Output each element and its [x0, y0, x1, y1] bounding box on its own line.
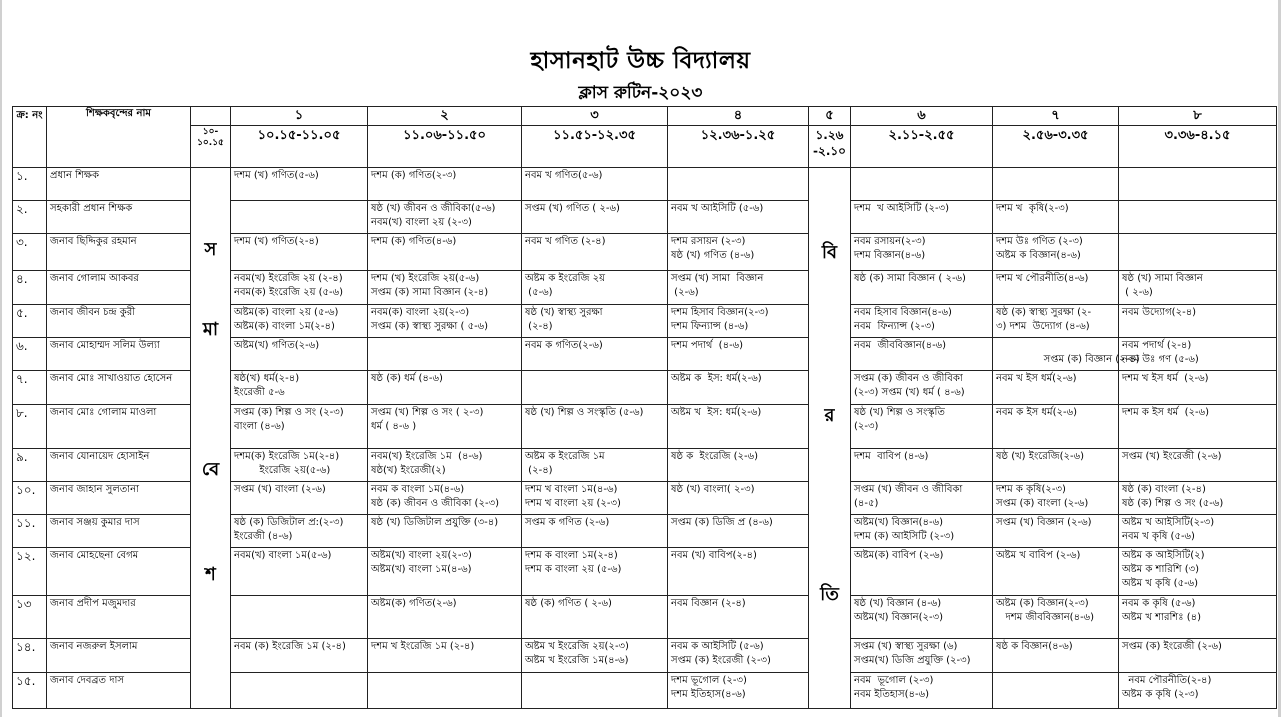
teacher-name: জনাব মোহছেনা বেগম [47, 548, 191, 596]
class-cell: সপ্তম (খ) জীবন ও জীবিকা (৪-৫) [851, 482, 993, 515]
class-cell: নবম খ আইসিটি (৫-৬) [668, 201, 809, 234]
class-cell: দশম খ আইসিটি (২-৩) [851, 201, 993, 234]
teacher-name: জনাব যোনায়েদ হোসাইন [47, 449, 191, 482]
class-cell: ষষ্ঠ (খ) স্বাস্থ্য সুরক্ষা (২-৪) [522, 305, 668, 338]
teacher-name: জনাব ছিদ্দিকুর রহমান [47, 234, 191, 271]
class-cell: অষ্টম (ক) বিজ্ঞান(২-৩) দশম জীববিজ্ঞান(৪-৬) [993, 596, 1119, 639]
period-number: ১ [231, 107, 368, 126]
routine-subtitle: ক্লাস রুটিন-২০২৩ [578, 83, 703, 103]
teacher-name: সহকারী প্রধান শিক্ষক [47, 201, 191, 234]
assembly-letter: স [204, 239, 217, 260]
serial-number: ১৩ [13, 596, 47, 639]
class-cell: নবম খ গণিত (২-৪) [522, 234, 668, 271]
class-cell: সপ্তম (খ) ইংরেজী (২-৬) [1119, 449, 1277, 482]
class-cell: দশম ক বাংলা ১ম(২-৪) দশম ক বাংলা ২য় (৫-৬) [522, 548, 668, 596]
class-cell: অষ্টম ক আইসিটি(২) অষ্টম ক শারিশি (৩) অষ্টম খ কৃষি (৫-৬) [1119, 548, 1277, 596]
class-cell: নবম (খ) বাবিপ(২-৪) [668, 548, 809, 596]
class-cell: নবম পৌরনীতি(২-৪) অষ্টম ক কৃষি (২-৩) [1119, 673, 1277, 709]
class-cell: দশম ভূগোল (২-৩) দশম ইতিহাস(৪-৬) [668, 673, 809, 709]
routine-table [12, 106, 1277, 709]
class-cell: সপ্তম (ক) জীবন ও জীবিকা (২-৩) সপ্তম (খ) ধর্ম ( ৪-৬) [851, 371, 993, 405]
class-cell: ষষ্ঠ (ক) গণিত ( ২-৬) [522, 596, 668, 639]
teacher-name: জনাব মোহাম্মদ সলিম উল্যা [47, 338, 191, 371]
class-cell: সপ্তম (খ) গণিত ( ২-৬) [522, 201, 668, 234]
class-cell: সপ্তম ক গণিত (২-৬) [522, 515, 668, 548]
period-number: ৬ [851, 107, 993, 126]
class-cell [993, 168, 1119, 201]
class-cell: ষষ্ঠ (ক) স্বাস্থ্য সুরক্ষা (২- ৩) দশম উদ্যোগ (৪-৬) [993, 305, 1119, 338]
class-cell: দশম(ক) ইংরেজি ১ম(২-৪) ইংরেজি ২য়(৫-৬) [231, 449, 368, 482]
class-cell: দশম খ ইস ধর্ম (২-৬) [1119, 371, 1277, 405]
class-cell: অষ্টম(খ) গণিত(২-৬) [231, 338, 368, 371]
class-cell: দশম (ক) গণিত(৪-৬) [368, 234, 522, 271]
class-cell: দশম বাবিপ (৪-৬) [851, 449, 993, 482]
class-cell [851, 168, 993, 201]
class-cell: সপ্তম (ক) ইংরেজী (২-৬) [1119, 639, 1277, 673]
class-cell: ষষ্ঠ(খ) ধর্ম(২-৪) ইংরেজী ৫-৬ [231, 371, 368, 405]
class-cell: নবম(ক) বাংলা ২য়(২-৩) সপ্তম (ক) স্বাস্থ্য সুরক্ষা ( ৫-৬) [368, 305, 522, 338]
class-cell: ষষ্ঠ ক বিজ্ঞান(৪-৬) [993, 639, 1119, 673]
period-time: ১০.১৫-১১.০৫ [231, 126, 368, 168]
class-cell: ষষ্ঠ (খ) বাংলা( ২-৩) [668, 482, 809, 515]
serial-number: ৯. [13, 449, 47, 482]
serial-number: ৪. [13, 271, 47, 305]
class-cell: দশম পদার্থ (৪-৬) [668, 338, 809, 371]
assembly-letter: বে [201, 459, 220, 480]
teacher-name: জনাব জীবন চন্দ্র কুরী [47, 305, 191, 338]
period-time: ১১.০৬-১১.৫০ [368, 126, 522, 168]
class-cell: নবম(খ) ইংরেজি ১ম (৪-৬) ষষ্ঠ(খ) ইংরেজী(২) [368, 449, 522, 482]
class-cell: দশম (ক) গণিত(২-৩) [368, 168, 522, 201]
period-time: ২.৫৬-৩.৩৫ [993, 126, 1119, 168]
class-cell: ষষ্ঠ (ক) বাংলা (২-৪) ষষ্ঠ (ক) শিল্প ও সং (৫-৬) [1119, 482, 1277, 515]
class-cell: অষ্টম ক ইস: ধর্ম(২-৬) [668, 371, 809, 405]
period-number-row [13, 107, 1277, 126]
teacher-name: জনাব গোলাম আকবর [47, 271, 191, 305]
period-number: ৭ [993, 107, 1119, 126]
assembly-time: ১০- ১০.১৫ [191, 126, 231, 168]
class-cell: ষষ্ঠ (ক) সামা বিজ্ঞান ( ২-৬) [851, 271, 993, 305]
class-cell: অষ্টম(খ) বিজ্ঞান(৪-৬) দশম (ক) আইসিটি (২-৩) [851, 515, 993, 548]
serial-number: ১০. [13, 482, 47, 515]
class-cell: নবম রসায়ন(২-৩) দশম বিজ্ঞান(৪-৬) [851, 234, 993, 271]
class-cell [993, 673, 1119, 709]
period-time: ১১.৫১-১২.৩৫ [522, 126, 668, 168]
teacher-name: প্রধান শিক্ষক [47, 168, 191, 201]
class-cell: দশম ক কৃষি(২-৩) সপ্তম (ক) বাংলা (২-৬) [993, 482, 1119, 515]
class-cell: সপ্তম (খ) শিল্প ও সং ( ২-৩) ধর্ম ( ৪-৬ ) [368, 405, 522, 449]
class-cell: সপ্তম (ক) ডিজি প্র (৪-৬) [668, 515, 809, 548]
class-cell: সপ্তম (খ) বিজ্ঞান (২-৬) [993, 515, 1119, 548]
period-number: ৩ [522, 107, 668, 126]
class-cell: দশম ক ইস ধর্ম (২-৬) [1119, 405, 1277, 449]
teacher-name: জনাব মোঃ গোলাম মাওলা [47, 405, 191, 449]
teacher-name: জনাব মোঃ সাখাওয়াত হোসেন [47, 371, 191, 405]
class-cell: নবম ক কৃষি (৫-৬) অষ্টম খ শারশিঃ (৪) [1119, 596, 1277, 639]
period-number: ৮ [1119, 107, 1277, 126]
teacher-name: জনাব দেবব্রত দাস [47, 673, 191, 709]
class-cell: অষ্টম(ক) গণিত(২-৬) [368, 596, 522, 639]
teacher-name: জনাব নজরুল ইসলাম [47, 639, 191, 673]
class-cell: ষষ্ঠ (খ) শিল্প ও সংস্কৃতি (২-৩) [851, 405, 993, 449]
class-cell: সপ্তম (ক) বিজ্ঞান (২-৪) [993, 338, 1119, 371]
class-cell: নবম ভূগোল (২-৩) নবম ইতিহাস(৪-৬) [851, 673, 993, 709]
class-cell: নবম উদ্যোগ(২-৪) [1119, 305, 1277, 338]
class-cell [231, 596, 368, 639]
class-cell [231, 673, 368, 709]
period-time: ১২.৩৬-১.২৫ [668, 126, 809, 168]
class-cell: ষষ্ঠ (খ) বিজ্ঞান (৪-৬) অষ্টম(খ) বিজ্ঞান(২-৩) [851, 596, 993, 639]
class-cell: নবম হিসাব বিজ্ঞান(৪-৬) নবম ফিন্যান্স (২-৩) [851, 305, 993, 338]
serial-number: ২. [13, 201, 47, 234]
recess-time: ১.২৬ -২.১০ [809, 126, 851, 168]
class-cell: নবম ক আইসিটি (৫-৬) সপ্তম (ক) ইংরেজী (২-৩) [668, 639, 809, 673]
class-cell: ষষ্ঠ (খ) জীবন ও জীবিকা(৫-৬) নবম(খ) বাংলা ২য় (২-৩) [368, 201, 522, 234]
class-cell: নবম ক বাংলা ১ম(৪-৬) ষষ্ঠ (ক) জীবন ও জীবিকা (২-৩) [368, 482, 522, 515]
class-cell: সপ্তম (খ) স্বাস্থ্য সুরক্ষা (৬) সপ্তম(খ) ডিজি প্রযুক্তি (২-৩) [851, 639, 993, 673]
class-cell: ষষ্ঠ (খ) শিল্প ও সংস্কৃতি (৫-৬) [522, 405, 668, 449]
class-cell [522, 371, 668, 405]
class-cell: দশম হিসাব বিজ্ঞান(২-৩) দশম ফিন্যান্স (৪-৬) [668, 305, 809, 338]
teacher-header: শিক্ষকবৃন্দের নাম [47, 107, 191, 168]
serial-number: ১২. [13, 548, 47, 596]
class-cell: দশম উঃ গণিত (২-৩) অষ্টম ক বিজ্ঞান(৪-৬) [993, 234, 1119, 271]
assembly-letter: শ [205, 564, 216, 585]
class-cell: নবম পদার্থ (২-৪) নবম উঃ গণ (৫-৬) [1119, 338, 1277, 371]
period-number: ৫ [809, 107, 851, 126]
class-cell: দশম রসায়ন (২-৩) ষষ্ঠ (খ) গণিত (৪-৬) [668, 234, 809, 271]
class-cell: ষষ্ঠ ক ইংরেজি (২-৬) [668, 449, 809, 482]
class-cell: ষষ্ঠ (খ) ইংরেজি(২-৬) [993, 449, 1119, 482]
class-cell [231, 201, 368, 234]
class-cell: অষ্টম খ আইসিটি(২-৩) নবম খ কৃষি (৫-৬) [1119, 515, 1277, 548]
class-cell: সপ্তম (খ) বাংলা (২-৬) [231, 482, 368, 515]
class-cell: নবম খ গণিত(৫-৬) [522, 168, 668, 201]
serial-header: ক্র: নং [13, 107, 47, 168]
recess-letter: তি [820, 584, 839, 605]
teacher-name: জনাব প্রদীপ মজুমদার [47, 596, 191, 639]
period-time-row [13, 126, 1277, 168]
period-time: ৩.৩৬-৪.১৫ [1119, 126, 1277, 168]
class-cell: নবম(খ) ইংরেজি ২য় (২-৪) নবম(ক) ইংরেজি ২য় (৫-৬) [231, 271, 368, 305]
serial-number: ৫. [13, 305, 47, 338]
serial-number: ৬. [13, 338, 47, 371]
class-cell: দশম খ পৌরনীতি(৪-৬) [993, 271, 1119, 305]
class-cell [668, 168, 809, 201]
class-cell: অষ্টম খ ইংরেজি ২য়(২-৩) অষ্টম খ ইংরেজি ১ম(৪-৬) [522, 639, 668, 673]
class-cell [368, 673, 522, 709]
routine-row [13, 168, 1277, 201]
period-number: ২ [368, 107, 522, 126]
recess-column [809, 168, 851, 709]
teacher-name: জনাব সঞ্জয় কুমার দাস [47, 515, 191, 548]
recess-letter: র [824, 405, 835, 426]
class-cell: অষ্টম ক ইংরেজি ২য় (৫-৬) [522, 271, 668, 305]
serial-number: ১১. [13, 515, 47, 548]
class-cell: ষষ্ঠ (খ) ডিজিটাল প্রযুক্তি (৩-৪) [368, 515, 522, 548]
class-cell: সপ্তম (খ) সামা বিজ্ঞান (২-৬) [668, 271, 809, 305]
recess-letter: বি [821, 242, 838, 263]
class-cell: দশম খ ইংরেজি ১ম (২-৪) [368, 639, 522, 673]
assembly-column [191, 168, 231, 709]
school-title: হাসানহাট উচ্চ বিদ্যালয় [530, 48, 751, 74]
class-cell: ষষ্ঠ (খ) সামা বিজ্ঞান ( ২-৬) [1119, 271, 1277, 305]
class-cell: দশম খ কৃষি(২-৩) [993, 201, 1119, 234]
class-cell: নবম (ক) ইংরেজি ১ম (২-৪) [231, 639, 368, 673]
class-cell: ষষ্ঠ (ক) ডিজিটাল প্র:(২-৩) ইংরেজী (৪-৬) [231, 515, 368, 548]
class-cell [522, 673, 668, 709]
class-cell: দশম খ বাংলা ১ম(৪-৬) দশম খ বাংলা ২য় (২-৩) [522, 482, 668, 515]
serial-number: ১৫. [13, 673, 47, 709]
period-number: ৪ [668, 107, 809, 126]
teacher-name: জনাব জাহান সুলতানা [47, 482, 191, 515]
class-cell: অষ্টম(খ) বাংলা ২য়(২-৩) অষ্টম(খ) বাংলা ১ম(৪-৬) [368, 548, 522, 596]
serial-number: ৮. [13, 405, 47, 449]
period-time: ২.১১-২.৫৫ [851, 126, 993, 168]
class-cell: নবম ক ইস ধর্ম(২-৬) [993, 405, 1119, 449]
class-cell [1119, 234, 1277, 271]
class-cell: অষ্টম খ বাবিপ (২-৬) [993, 548, 1119, 596]
class-cell: নবম ক গণিত(২-৬) [522, 338, 668, 371]
serial-number: ১৪. [13, 639, 47, 673]
class-cell [368, 338, 522, 371]
serial-number: ৭. [13, 371, 47, 405]
class-cell: নবম বিজ্ঞান (২-৪) [668, 596, 809, 639]
class-cell: অষ্টম ক ইংরেজি ১ম (২-৪) [522, 449, 668, 482]
class-cell: অষ্টম(ক) বাবিপ (২-৬) [851, 548, 993, 596]
class-cell: সপ্তম (ক) শিল্প ও সং (২-৩) বাংলা (৪-৬) [231, 405, 368, 449]
class-cell: নবম খ ইস ধর্ম(২-৬) [993, 371, 1119, 405]
class-cell: দশম (খ) গণিত(৫-৬) [231, 168, 368, 201]
assembly-period-header [191, 107, 231, 126]
assembly-letter: মা [202, 319, 219, 340]
class-cell: নবম(খ) বাংলা ১ম(৫-৬) [231, 548, 368, 596]
class-cell: অষ্টম খ ইস: ধর্ম(২-৬) [668, 405, 809, 449]
serial-number: ১. [13, 168, 47, 201]
class-cell: ষষ্ঠ (ক) ধর্ম (৪-৬) [368, 371, 522, 405]
class-cell [1119, 168, 1277, 201]
class-cell [1119, 201, 1277, 234]
class-cell: নবম জীববিজ্ঞান(৪-৬) [851, 338, 993, 371]
class-cell: দশম (খ) ইংরেজি ২য়(৫-৬) সপ্তম (ক) সামা বিজ্ঞান (২-৪) [368, 271, 522, 305]
class-cell: অষ্টম(ক) বাংলা ২য় (৫-৬) অষ্টম(ক) বাংলা ১ম(২-৪) [231, 305, 368, 338]
class-cell: দশম (খ) গণিত(২-৪) [231, 234, 368, 271]
serial-number: ৩. [13, 234, 47, 271]
